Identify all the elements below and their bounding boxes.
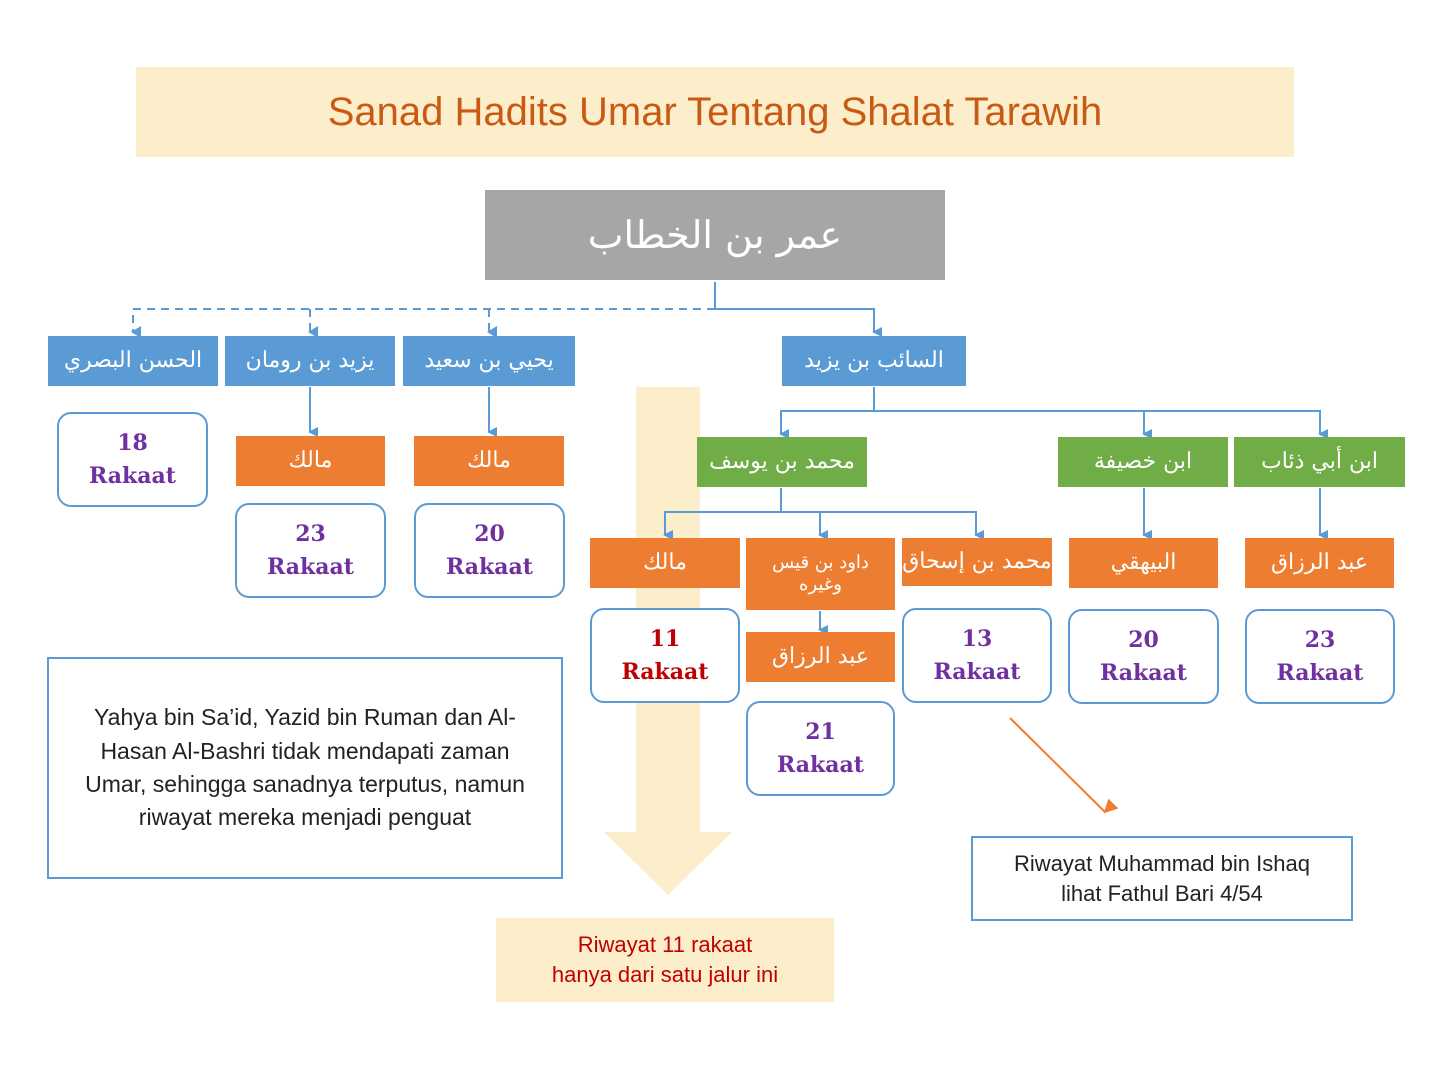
result-unit: Rakaat	[621, 658, 709, 685]
note-broken-chains	[47, 657, 563, 879]
node-malik: مالك	[590, 538, 740, 588]
node-yazid-ruman: يزيد بن رومان	[225, 336, 395, 386]
result-yazid	[235, 503, 386, 598]
note-ibn-ishaq-source	[971, 836, 1353, 921]
result-malik	[590, 608, 740, 703]
result-count: 18	[117, 429, 148, 456]
root-node-umar: عمر بن الخطاب	[485, 190, 945, 280]
node-malik-yazid: مالك	[236, 436, 385, 486]
result-unit: Rakaat	[933, 658, 1021, 685]
note-source-line1: Riwayat Muhammad bin Ishaq	[1014, 850, 1310, 876]
node-hasan-basri: الحسن البصري	[48, 336, 218, 386]
callout-line2: hanya dari satu jalur ini	[551, 962, 779, 987]
result-count: 20	[1128, 626, 1159, 653]
node-malik-yahya: مالك	[414, 436, 564, 486]
node-abd-razzaq: عبد الرزاق	[1245, 538, 1394, 588]
node-ibn-abi-dhiab: ابن أبي ذئاب	[1234, 437, 1405, 487]
node-yahya-said: يحيي بن سعيد	[403, 336, 575, 386]
result-unit: Rakaat	[1100, 659, 1187, 686]
node-saib-yazid: السائب بن يزيد	[782, 336, 966, 386]
node-baihaqi: البيهقي	[1069, 538, 1218, 588]
node-dawud-qais: داود بن قيس وغيره	[746, 538, 895, 610]
result-count: 20	[474, 520, 505, 547]
result-unit: Rakaat	[777, 751, 864, 778]
result-unit: Rakaat	[267, 553, 354, 580]
result-yahya	[414, 503, 565, 598]
result-abd-razzaq	[1245, 609, 1395, 704]
node-muhammad-yusuf: محمد بن يوسف	[697, 437, 867, 487]
node-ibn-ishaq: محمد بن إسحاق	[902, 538, 1052, 586]
result-count: 23	[1304, 626, 1336, 653]
result-unit: Rakaat	[446, 553, 533, 580]
result-count: 21	[805, 718, 836, 745]
result-unit: Rakaat	[1276, 659, 1364, 686]
node-abd-razzaq-dawud: عبد الرزاق	[746, 632, 895, 682]
callout-11-rakaat	[496, 918, 834, 1002]
result-baihaqi	[1068, 609, 1219, 704]
result-hasan	[57, 412, 208, 507]
note-broken-chains-text: Yahya bin Sa’id, Yazid bin Ruman dan Al-Hasan Al-Bashri tidak mendapati zaman Umar, sehingga sanadnya terputus, namun riwayat mereka menjadi penguat	[85, 704, 525, 831]
note-source-line2: lihat Fathul Bari 4/54	[1061, 880, 1263, 906]
result-ibn-ishaq	[902, 608, 1052, 703]
page-title: Sanad Hadits Umar Tentang Shalat Tarawih	[136, 67, 1294, 157]
result-dawud	[746, 701, 895, 796]
result-count: 23	[295, 520, 326, 547]
callout-line1: Riwayat 11 rakaat	[577, 932, 753, 958]
result-count: 11	[649, 625, 681, 652]
result-unit: Rakaat	[89, 462, 176, 489]
result-count: 13	[961, 625, 993, 652]
node-ibn-khusaifa: ابن خصيفة	[1058, 437, 1228, 487]
